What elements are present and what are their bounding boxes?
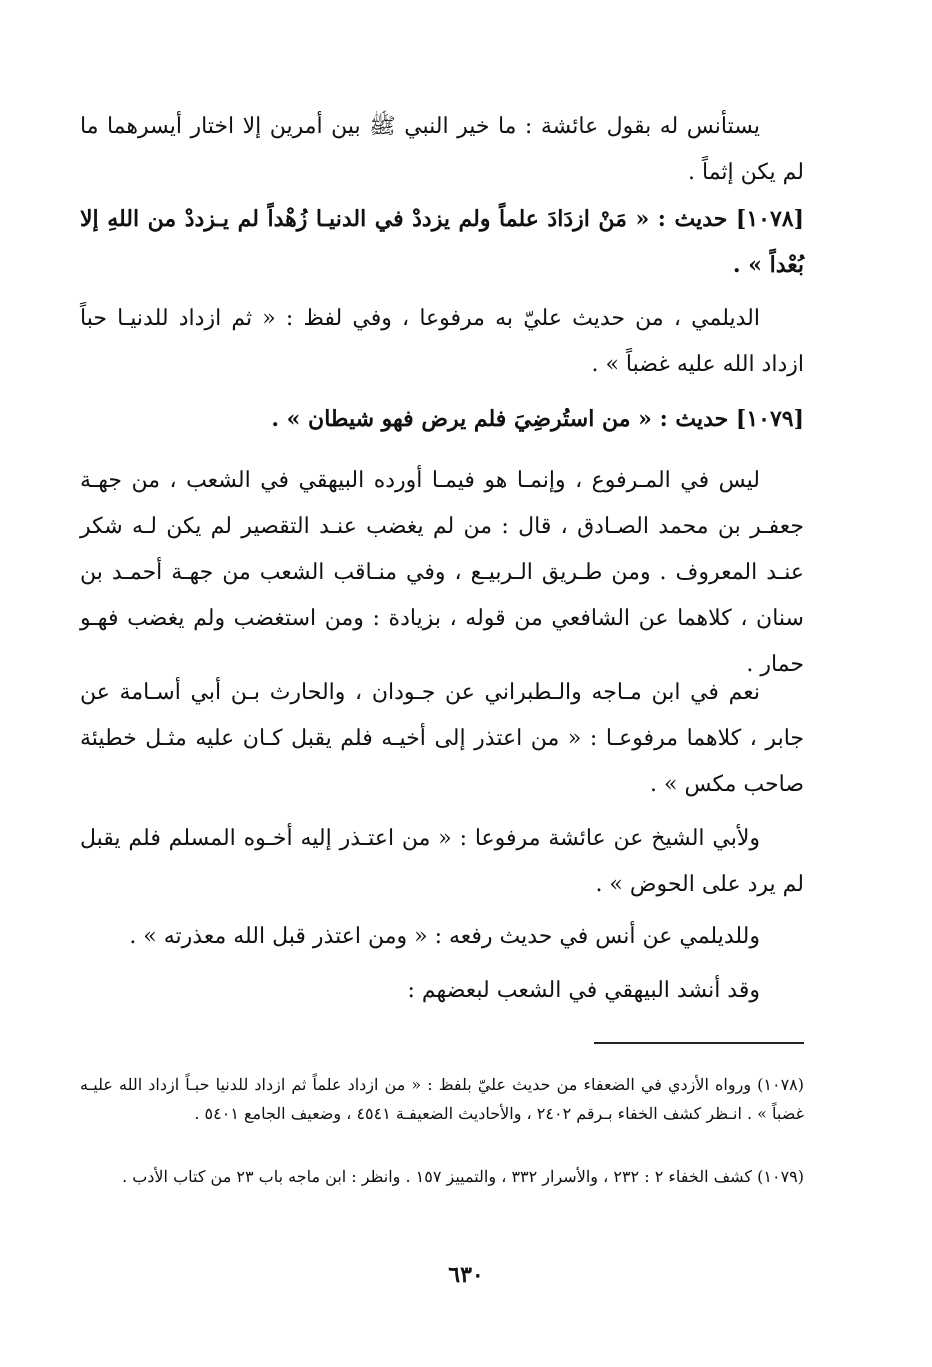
paragraph-daylami-anas: وللديلمي عن أنس في حديث رفعه : « ومن اعتذر قبل الله معذرته » .	[129, 924, 760, 949]
paragraph-aisha-narration: يستأنس له بقول عائشة : ما خير النبي ﷺ بين أمرين إلا اختار أيسرهما ما لم يكن إثماً .	[80, 114, 804, 185]
paragraph-abu-shaykh: ولأبي الشيخ عن عائشة مرفوعا : « من اعتـذر إليه أخـوه المسلم فلم يقبل لم يرد على الحوض » .	[80, 826, 804, 897]
footnote-1078: (١٠٧٨) ورواه الأزدي في الضعفاء من حديث عليّ بلفظ : « من ازداد علماً ثم ازداد للدنيا حبـاً ازداد الله عليـه غضباً » . انـظر كشف الخفاء بـرقم ٢٤٠٢ ، والأحاديث الضعيفـة ٤٥٤١ ، وضعيف الجامع ٥٤٠١ .	[80, 1075, 804, 1123]
hadith-1078-heading: [١٠٧٨] حديث : « مَنْ ازدَادَ علماً ولم يزددْ في الدنيـا زُهْداً لم يـزددْ من اللهِ إلا بُعْداً » .	[80, 206, 804, 278]
footnote-1079: (١٠٧٩) كشف الخفاء ٢ : ٢٣٢ ، والأسرار ٣٣٢ ، والتمييز ١٥٧ . وانظر : ابن ماجه باب ٢٣ من كتاب الأدب .	[122, 1167, 804, 1186]
footnote-divider	[594, 1042, 804, 1044]
paragraph-daylami-1078: الديلمي ، من حديث عليّ به مرفوعا ، وفي لفظ : « ثم ازداد للدنيـا حباً ازداد الله عليه غضباً » .	[80, 306, 804, 377]
paragraph-bayhaqi-poem-intro: وقد أنشد البيهقي في الشعب لبعضهم :	[407, 978, 760, 1003]
hadith-1079-heading: [١٠٧٩] حديث : « من استُرضِيَ فلم يرض فهو شيطان » .	[271, 406, 804, 432]
page-number: ٦٣٠	[448, 1262, 484, 1288]
paragraph-bayhaqi-shuab: ليس في المـرفوع ، وإنمـا هو فيمـا أورده البيهقي في الشعب ، من جهـة جعفـر بن محمد الصـادق ، قال : من لم يغضب عنـد التقصير لم يكن لـه شكر عنـد المعروف . ومن طـريق الـربيـع ، وفي منـاقب الشعب من جهـة أحمـد بن سنان ، كلاهما عن الشافعي من قوله ، بزيادة : ومن استغضب ولم يغضب فهـو حمار .	[80, 468, 804, 677]
paragraph-ibn-majah: نعم في ابن مـاجه والـطبراني عن جـودان ، والحارث بـن أبي أسـامة عن جابر ، كلاهما مرفوعـا : « من اعتذر إلى أخيـه فلم يقبل كـان عليه مثـل خطيئة صاحب مكس » .	[80, 680, 804, 797]
